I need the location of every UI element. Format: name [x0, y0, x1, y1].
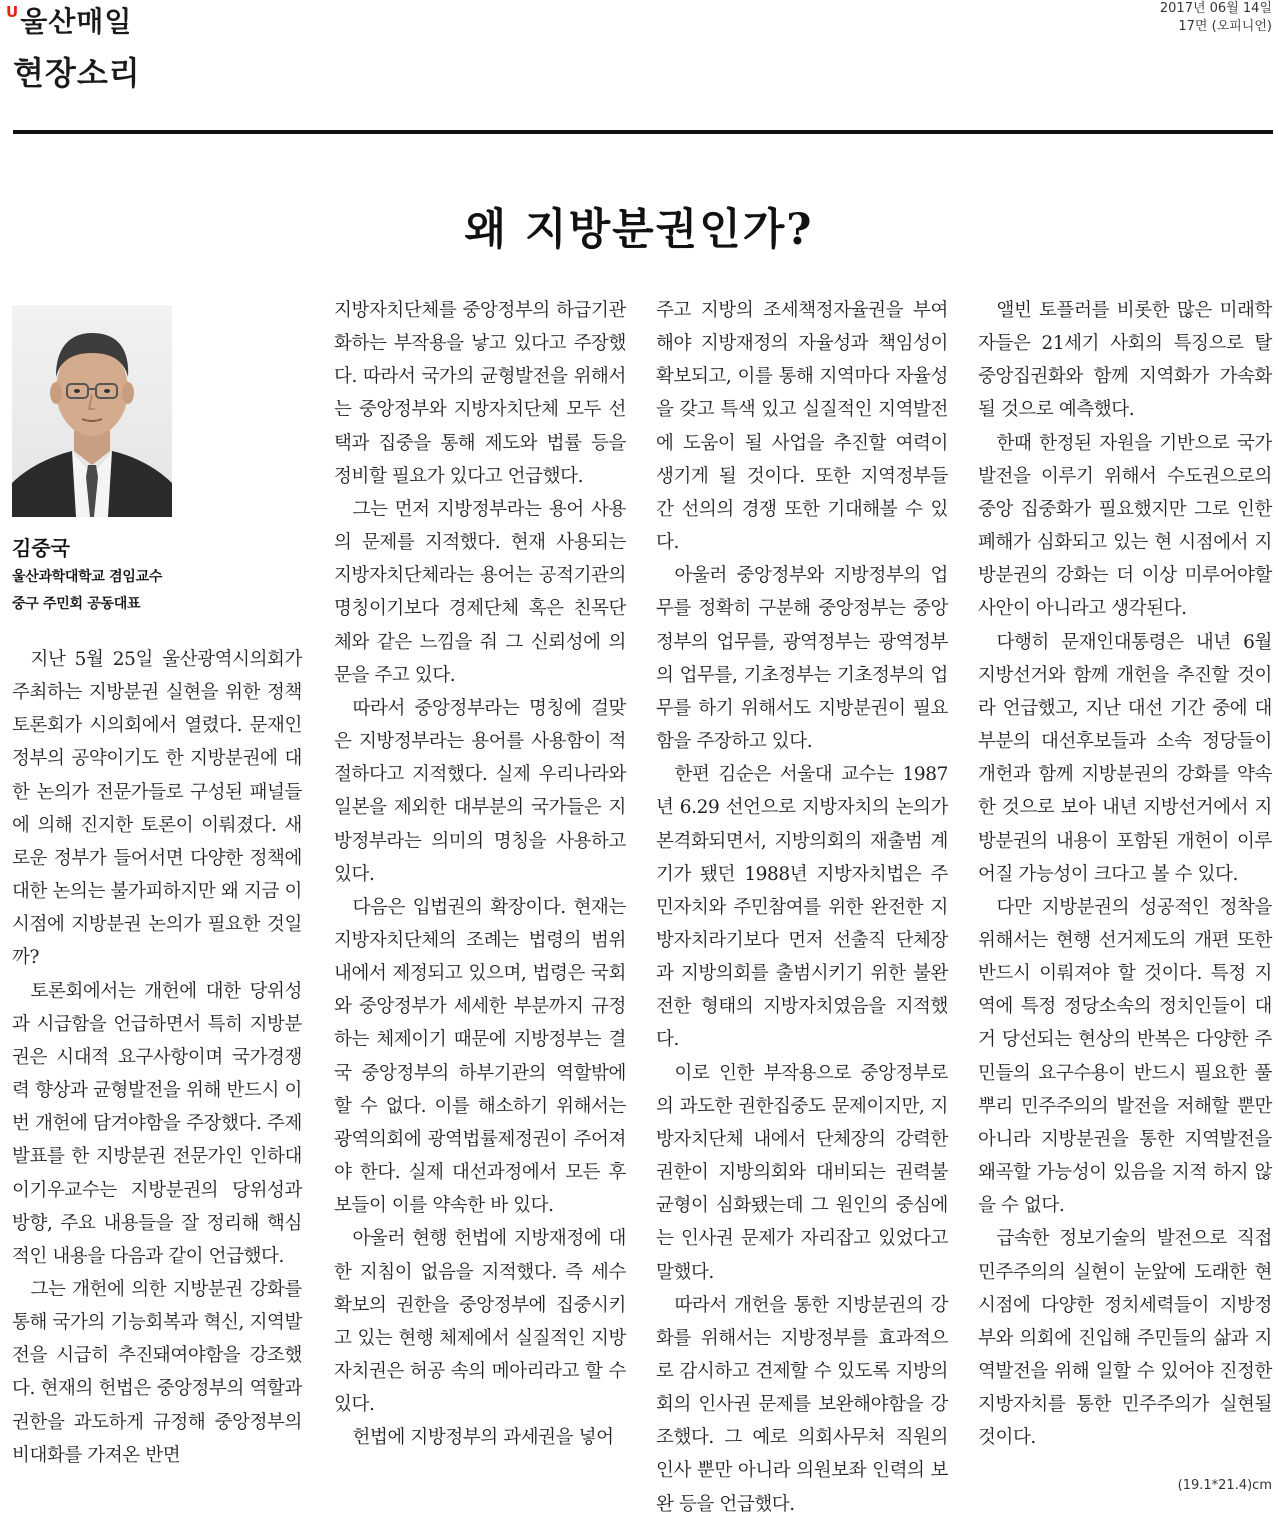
paragraph: 급속한 정보기술의 발전으로 직접민주주의의 실현이 눈앞에 도래한 현 시점에 다양한 정치세력들이 지방정부와 의회에 진입해 주민들의 삶과 지역발전을 위해 일할 수 있어야 진정한 지방자치를 통한 민주주의가 실현될 것이다.	[978, 1228, 1272, 1449]
author-photo	[12, 305, 172, 517]
publication-date: 2017년 06월 14일	[1159, 1, 1272, 16]
paragraph: 이로 인한 부작용으로 중앙정부로의 과도한 권한집중도 문제이지만, 지방자치단체 내에서 단체장의 강력한 권한이 지방의회와 대비되는 권력불균형이 심화됐는데 그 원인의 중심에는 인사권 문제가 자리잡고 있었다고 말했다.	[656, 1062, 948, 1283]
article-column-1	[12, 643, 302, 1475]
header-divider	[13, 130, 1273, 134]
author-name: 김중국	[12, 536, 70, 560]
author-title-2: 중구 주민회 공동대표	[12, 596, 141, 612]
paragraph: 다만 지방분권의 성공적인 정착을 위해서는 현행 선거제도의 개편 또한 반드시 이뤄져야 할 것이다. 특정 지역에 특정 정당소속의 정치인들이 대거 당선되는 현상의 반복은 다양한 주민들의 요구수용이 반드시 필요한 풀뿌리 민주주의의 발전을 저해할 뿐만 아니라 지방분권을 통한 지역발전을 왜곡할 가능성이 있음을 지적 하지 않을 수 없다.	[978, 896, 1272, 1217]
article-column-3	[656, 294, 948, 1515]
newspaper-logo	[6, 0, 132, 40]
paragraph: 따라서 개헌을 통한 지방분권의 강화를 위해서는 지방정부를 효과적으로 감시하고 견제할 수 있도록 지방의회의 인사권 문제를 보완해야함을 강조했다. 그 예로 의회사무처 직원의 인사 뿐만 아니라 의원보좌 인력의 보완 등을 언급했다.	[656, 1294, 948, 1515]
paragraph: 다행히 문재인대통령은 내년 6월 지방선거와 함께 개헌을 추진할 것이라 언급했고, 지난 대선 기간 중에 대부분의 대선후보들과 소속 정당들이 개헌과 함께 지방분권의 강화를 약속한 것으로 보아 내년 지방선거에서 지방분권의 내용이 포함된 개헌이 이루어질 가능성이 크다고 볼 수 있다.	[978, 631, 1272, 885]
paragraph: 아울러 현행 헌법에 지방재정에 대한 지침이 없음을 지적했다. 즉 세수확보의 권한을 중앙정부에 집중시키고 있는 현행 체제에서 실질적인 지방자치권은 허공 속의 메아리라고 할 수 있다.	[334, 1228, 626, 1416]
paragraph: 헌법에 지방정부의 과세권을 넣어	[352, 1427, 614, 1449]
publication-info	[1160, 0, 1272, 36]
paragraph: 한편 김순은 서울대 교수는 1987년 6.29 선언으로 지방자치의 논의가 본격화되면서, 지방의회의 재출범 계기가 됐던 1988년 지방자치법은 주민자치와 주민참여를 위한 완전한 지방자치라기보다 먼저 선출직 단체장과 지방의회를 출범시키기 위한 불완전한 형태의 지방자치였음을 지적했다.	[656, 764, 948, 1051]
paragraph: 지난 5월 25일 울산광역시의회가 주최하는 지방분권 실현을 위한 정책토론회가 시의회에서 열렸다. 문재인 정부의 공약이기도 한 지방분권에 대한 논의가 전문가들로 구성된 패널들에 의해 진지한 토론이 이뤄졌다. 새로운 정부가 들어서면 다양한 정책에 대한 논의는 불가피하지만 왜 지금 이 시점에 지방분권 논의가 필요한 것일까?	[12, 649, 302, 969]
author-title-1: 울산과학대학교 겸임교수	[12, 569, 163, 585]
paragraph: 그는 개헌에 의한 지방분권 강화를 통해 국가의 기능회복과 혁신, 지역발전을 시급히 추진돼여야함을 강조했다. 현재의 헌법은 중앙정부의 역할과 권한을 과도하게 규정해 중앙정부의 비대화를 가져온 반면	[12, 1278, 302, 1466]
newspaper-name: 울산매일	[20, 5, 133, 38]
paragraph-continued: 지방자치단체를 중앙정부의 하급기관화하는 부작용을 낳고 있다고 주장했다. 따라서 국가의 균형발전을 위해서는 중앙정부와 지방자치단체 모두 선택과 집중을 통해 제도와 법률 등을 정비할 필요가 있다고 언급했다.	[334, 300, 626, 487]
paragraph: 한때 한정된 자원을 기반으로 국가발전을 이루기 위해서 수도권으로의 중앙 집중화가 필요했지만 그로 인한 폐해가 심화되고 있는 현 시점에서 지방분권의 강화는 더 이상 미루어야할 사안이 아니라고 생각된다.	[978, 432, 1272, 620]
paragraph: 따라서 중앙정부라는 명칭에 걸맞은 지방정부라는 용어를 사용함이 적절하다고 지적했다. 실제 우리나라와 일본을 제외한 대부분의 국가들은 지방정부라는 의미의 명칭을 사용하고 있다.	[334, 697, 626, 885]
paragraph-continued: 주고 지방의 조세책정자율권을 부여해야 지방재정의 자율성과 책임성이 확보되고, 이를 통해 지역마다 자율성을 갖고 특색 있고 실질적인 지역발전에 도움이 될 사업을 추진할 여력이 생기게 될 것이다. 또한 지역정부들 간 선의의 경쟁 또한 기대해볼 수 있다.	[656, 300, 948, 554]
paragraph: 토론회에서는 개헌에 대한 당위성과 시급함을 언급하면서 특히 지방분권은 시대적 요구사항이며 국가경쟁력 향상과 균형발전을 위해 반드시 이번 개헌에 담겨야함을 주장했다. 주제발표를 한 지방분권 전문가인 인하대 이기우교수는 지방분권의 당위성과 방향, 주요 내용들을 잘 정리해 핵심적인 내용을 다음과 같이 언급했다.	[12, 980, 302, 1267]
paragraph: 다음은 입법권의 확장이다. 현재는 지방자치단체의 조례는 법령의 범위 내에서 제정되고 있으며, 법령은 국회와 중앙정부가 세세한 부분까지 규정하는 체제이기 때문에 지방정부는 결국 중앙정부의 하부기관의 역할밖에 할 수 없다. 이를 해소하기 위해서는 광역의회에 광역법률제정권이 주어져야 한다. 실제 대선과정에서 모든 후보들이 이를 약속한 바 있다.	[334, 896, 626, 1217]
article-column-4	[978, 294, 1272, 1475]
paragraph: 아울러 중앙정부와 지방정부의 업무를 정확히 구분해 중앙정부는 중앙정부의 업무를, 광역정부는 광역정부의 업무를, 기초정부는 기초정부의 업무를 하기 위해서도 지방분권이 필요함을 주장하고 있다.	[656, 565, 948, 753]
section-title: 현장소리	[13, 54, 141, 92]
page-section: 17면 (오피니언)	[1178, 19, 1272, 34]
article-headline: 왜 지방분권인가?	[464, 205, 814, 255]
article-column-2	[334, 294, 626, 1475]
paragraph: 그는 먼저 지방정부라는 용어 사용의 문제를 지적했다. 현재 사용되는 지방자치단체라는 용어는 공적기관의 명칭이기보다 경제단체 혹은 친목단체와 같은 느낌을 줘 그 신뢰성에 의문을 주고 있다.	[334, 498, 626, 686]
article-size-note: (19.1*21.4)cm	[1177, 1478, 1272, 1493]
paragraph: 앨빈 토플러를 비롯한 많은 미래학자들은 21세기 사회의 특징으로 탈 중앙집권화와 함께 지역화가 가속화될 것으로 예측했다.	[978, 300, 1272, 421]
logo-mark-icon: U	[6, 3, 19, 21]
author-byline	[12, 532, 162, 618]
